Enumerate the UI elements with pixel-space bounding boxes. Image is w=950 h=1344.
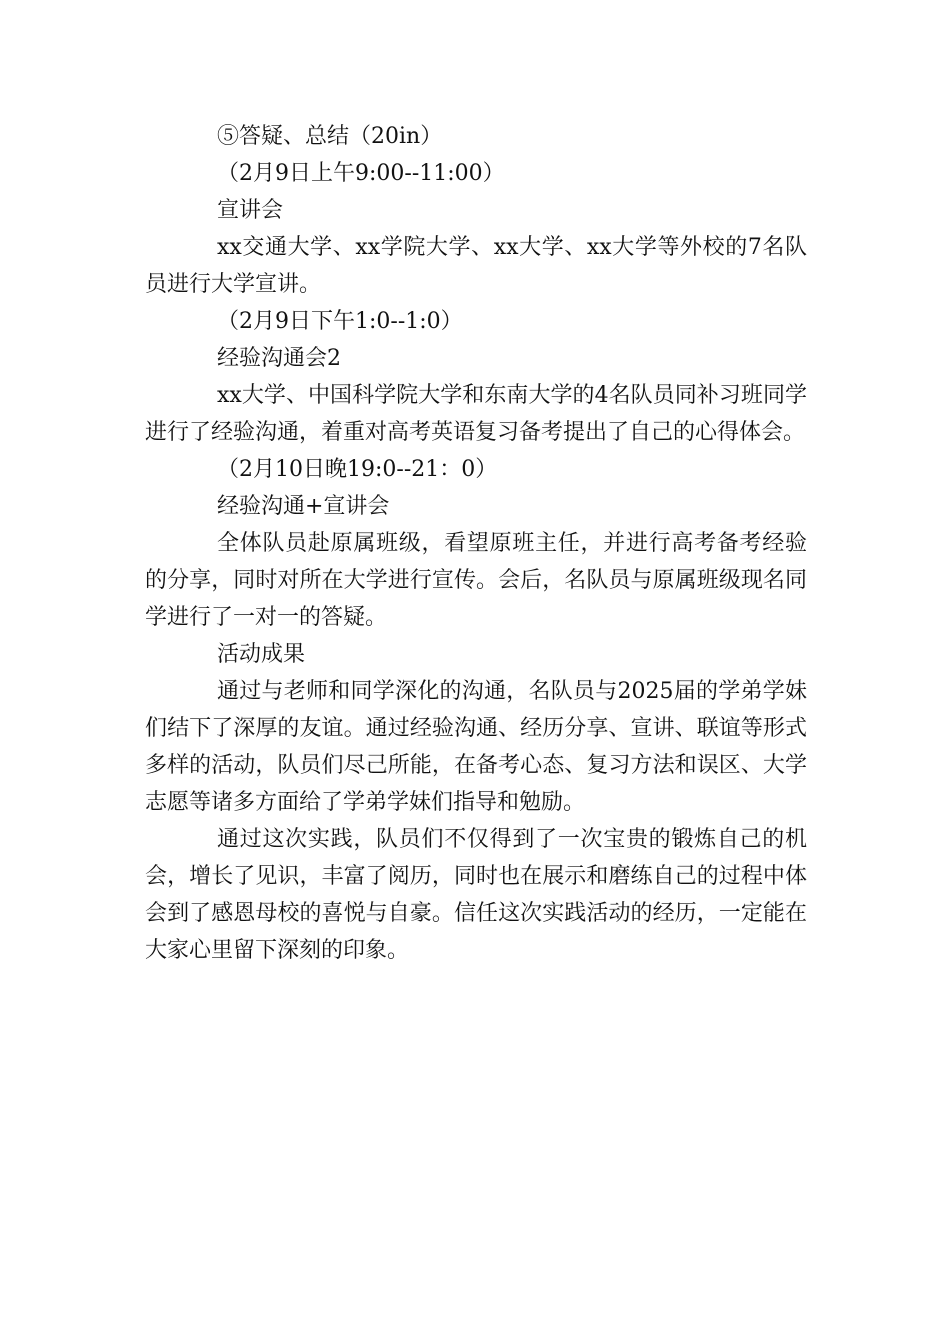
paragraph-heading-exchange-2: 经验沟通会2 [217,346,341,371]
paragraph-time-feb10-evening: （2月10日晚19:0--21：0） [217,457,498,482]
paragraph-time-feb9-afternoon: （2月9日下午1:0--1:0） [217,309,463,334]
paragraph-results-detail: 通过与老师和同学深化的沟通，名队员与2025届的学弟学妹们结下了深厚的友谊。通过经验沟通、经历分享、宣讲、联谊等形式多样的活动，队员们尽己所能，在备考心态、复习方法和误区、大学志愿等诸多方面给了学弟学妹们指导和勉励。 [145,679,807,815]
paragraph-qa-summary: ⑤答疑、总结（20in） [217,124,443,149]
document-body [145,118,807,969]
paragraph-heading-lecture: 宣讲会 [217,198,284,223]
paragraph-heading-exchange-lecture: 经验沟通+宣讲会 [217,494,390,519]
paragraph-class-visit-detail: 全体队员赴原属班级，看望原班主任，并进行高考备考经验的分享，同时对所在大学进行宣传。会后，名队员与原属班级现名同学进行了一对一的答疑。 [145,531,807,630]
paragraph-heading-results: 活动成果 [217,642,306,667]
paragraph-lecture-detail: xx交通大学、xx学院大学、xx大学、xx大学等外校的7名队员进行大学宣讲。 [145,235,807,297]
paragraph-exchange-detail: xx大学、中国科学院大学和东南大学的4名队员同补习班同学进行了经验沟通，着重对高考英语复习备考提出了自己的心得体会。 [145,383,807,445]
paragraph-time-feb9-morning: （2月9日上午9:00--11:00） [217,161,505,186]
paragraph-conclusion: 通过这次实践，队员们不仅得到了一次宝贵的锻炼自己的机会，增长了见识，丰富了阅历，同时也在展示和磨练自己的过程中体会到了感恩母校的喜悦与自豪。信任这次实践活动的经历，一定能在大家心里留下深刻的印象。 [145,827,807,963]
